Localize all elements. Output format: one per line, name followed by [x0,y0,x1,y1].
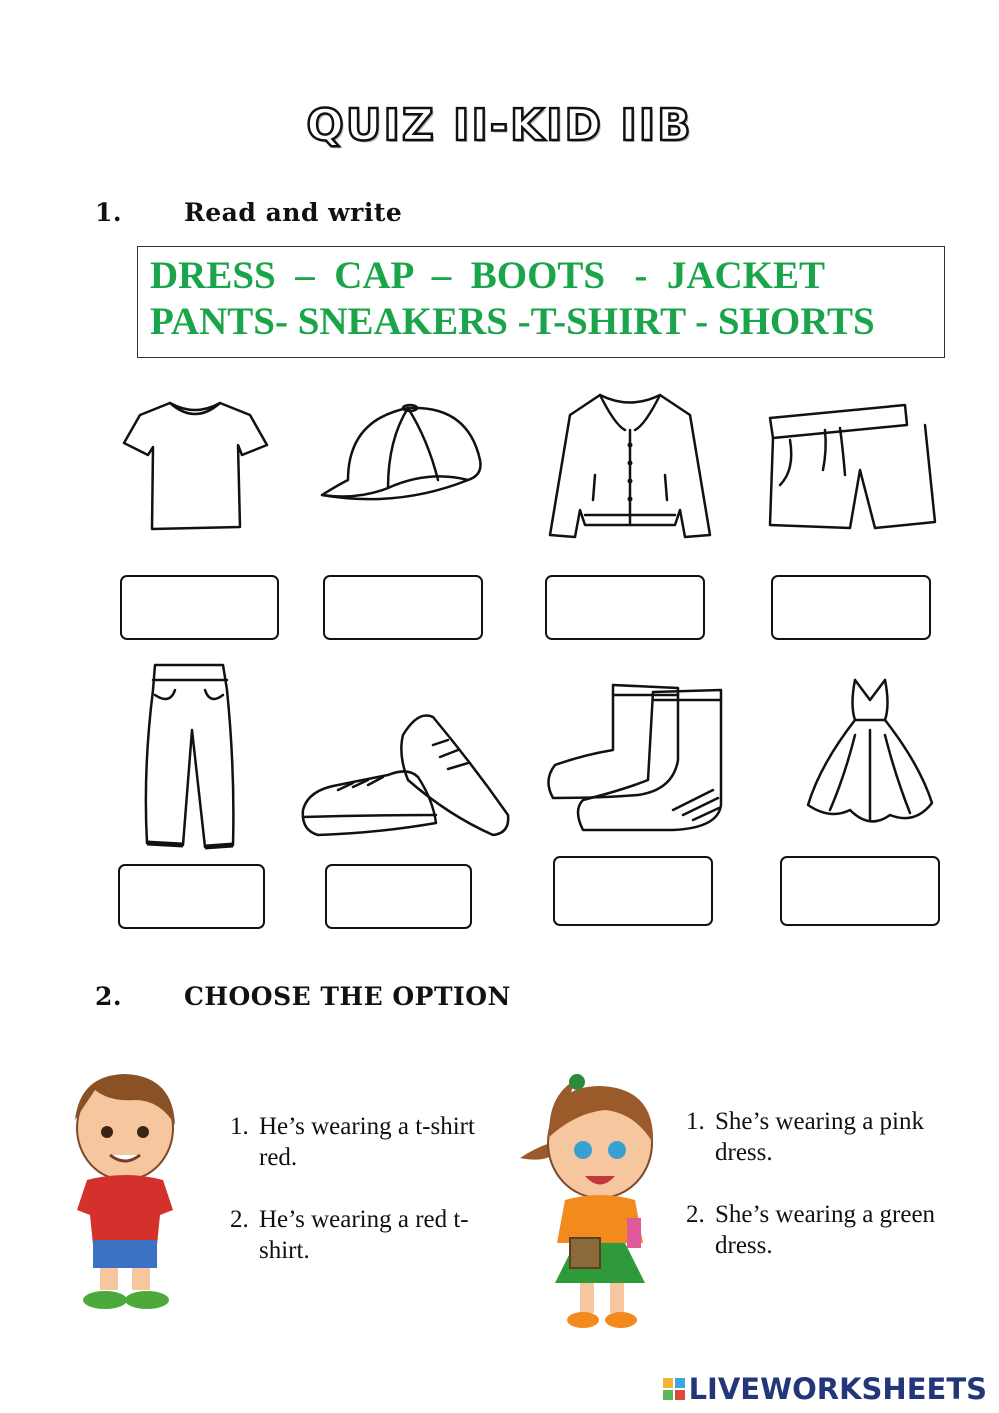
answer-input-5[interactable] [120,866,267,929]
tshirt-icon [120,395,270,535]
liveworksheets-logo-icon [663,1378,685,1400]
answer-box-2[interactable] [323,575,483,640]
boy-option-1-number: 1. [230,1113,249,1140]
boy-option-2-text: He’s wearing a red t-shirt. [259,1206,469,1264]
section-1-heading: Read and write [184,198,403,227]
page-title: QUIZ II-KID IIB [306,100,693,151]
answer-box-4[interactable] [771,575,931,640]
answer-input-3[interactable] [547,577,707,640]
answer-input-1[interactable] [122,577,281,640]
cap-icon [318,400,488,520]
answer-input-7[interactable] [555,858,715,926]
word-bank-line-2: PANTS- SNEAKERS -T-SHIRT - SHORTS [150,300,875,343]
section-1-number: 1. [95,198,123,227]
section-2-number: 2. [95,982,123,1011]
pants-icon [135,660,245,855]
liveworksheets-logo [663,1372,987,1406]
word-bank [137,246,945,358]
word-bank-line-1: DRESS – CAP – BOOTS - JACKET [150,254,826,297]
liveworksheets-logo-text: LIVEWORKSHEETS [688,1372,987,1406]
girl-icon [515,1068,665,1333]
boy-option-1-text: He’s wearing a t-shirt red. [259,1113,475,1171]
answer-input-8[interactable] [782,858,942,926]
girl-option-2-number: 2. [686,1201,705,1228]
boy-icon [65,1070,185,1315]
answer-box-7[interactable] [553,856,713,926]
boy-option-2-number: 2. [230,1206,249,1233]
answer-box-1[interactable] [120,575,279,640]
answer-box-3[interactable] [545,575,705,640]
sneakers-icon [298,705,518,840]
answer-box-8[interactable] [780,856,940,926]
shorts-icon [765,400,940,535]
dress-icon [800,675,940,835]
answer-box-6[interactable] [325,864,472,929]
answer-box-5[interactable] [118,864,265,929]
section-2-heading: CHOOSE THE OPTION [184,982,511,1011]
boots-icon [543,680,728,835]
girl-option-1-text: She’s wearing a pink dress. [715,1108,924,1166]
girl-option-2-text: She’s wearing a green dress. [715,1201,936,1259]
answer-input-6[interactable] [327,866,474,929]
answer-input-2[interactable] [325,577,485,640]
girl-option-1-number: 1. [686,1108,705,1135]
answer-input-4[interactable] [773,577,933,640]
jacket-icon [545,385,715,545]
